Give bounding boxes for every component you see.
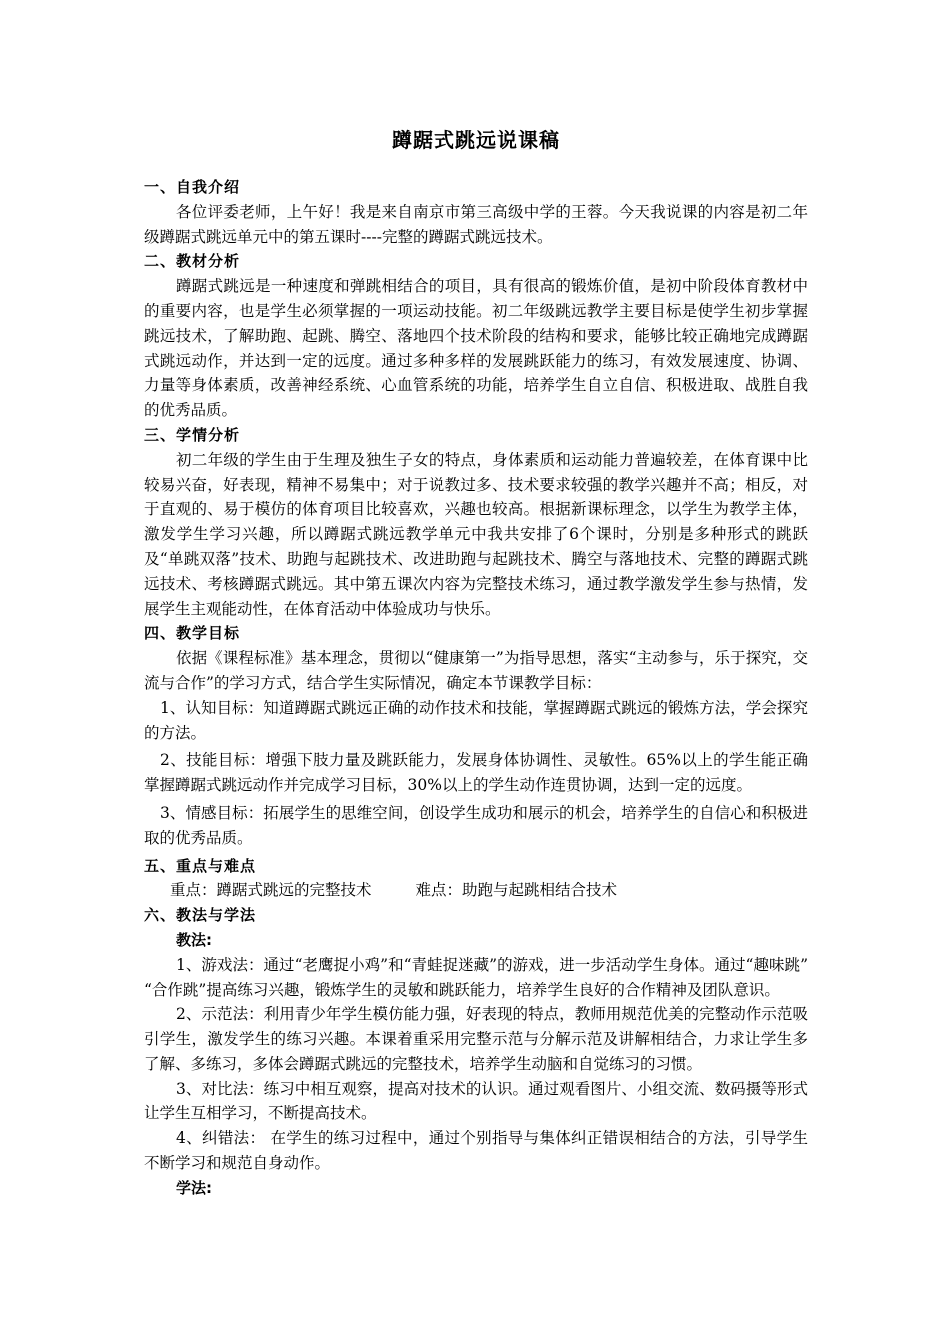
key-point: 重点：蹲踞式跳远的完整技术 xyxy=(170,881,372,900)
document-title: 蹲踞式跳远说课稿 xyxy=(392,128,560,152)
keypoints-line xyxy=(144,878,808,903)
paragraph-goals: 依据《课程标准》基本理念，贯彻以“健康第一”为指导思想，落实“主动参与，乐于探究，交流与合作”的学习方式，结合学生实际情况，确定本节课教学目标： xyxy=(144,649,808,692)
paragraph-intro: 各位评委老师，上午好！我是来自南京市第三高级中学的王蓉。今天我说课的内容是初二年级蹲踞式跳远单元中的第五课时----完整的蹲踞式跳远技术。 xyxy=(144,202,808,246)
document-body xyxy=(144,175,808,1201)
learning-methods-label: 学法: xyxy=(176,1178,212,1197)
difficulty-point: 难点：助跑与起跳相结合技术 xyxy=(415,881,618,900)
method-item: 3、对比法：练习中相互观察，提高对技术的认识。通过观看图片、小组交流、数码摄等形式让学生互相学习，不断提高技术。 xyxy=(144,1079,808,1123)
heading-methods: 六、教法与学法 xyxy=(144,906,257,925)
heading-goals: 四、教学目标 xyxy=(144,624,241,643)
paragraph-students: 初二年级的学生由于生理及独生子女的特点，身体素质和运动能力普遍较差，在体育课中比较易兴奋，好表现，精神不易集中；对于说教过多、技术要求较强的教学兴趣并不高；相反，对于直观的、易于模仿的体育项目比较喜欢，兴趣也较高。根据新课标理念，以学生为教学主体，激发学生学习兴趣，所以蹲踞式跳远教学单元中我共安排了6个课时，分别是多种形式的跳跃及“单跳双落”技术、助跑与起跳技术、改进助跑与起跳技术、腾空与落地技术、完整的蹲踞式跳远技术、考核蹲踞式跳远。其中第五课次内容为完整技术练习，通过教学激发学生参与热情，发展学生主观能动性，在体育活动中体验成功与快乐。 xyxy=(144,450,808,618)
goal-item: 3、情感目标：拓展学生的思维空间，创设学生成功和展示的机会，培养学生的自信心和积极进取的优秀品质。 xyxy=(144,803,808,847)
heading-keypoints: 五、重点与难点 xyxy=(144,856,257,875)
goal-item: 2、技能目标：增强下肢力量及跳跃能力，发展身体协调性、灵敏性。65%以上的学生能正确掌握蹲踞式跳远动作并完成学习目标，30%以上的学生动作连贯协调，达到一定的远度。 xyxy=(144,751,808,795)
heading-material: 二、教材分析 xyxy=(144,252,241,271)
goal-item: 1、认知目标：知道蹲踞式跳远正确的动作技术和技能，掌握蹲踞式跳远的锻炼方法，学会探究的方法。 xyxy=(144,698,808,742)
method-item: 4、纠错法： 在学生的练习过程中，通过个别指导与集体纠正错误相结合的方法，引导学生不断学习和规范自身动作。 xyxy=(144,1129,808,1173)
method-item: 1、游戏法：通过“老鹰捉小鸡”和“青蛙捉迷藏”的游戏，进一步活动学生身体。通过“趣味跳” “合作跳”提高练习兴趣，锻炼学生的灵敏和跳跃能力，培养学生良好的合作精神及团队意识。 xyxy=(144,955,808,999)
paragraph-material: 蹲踞式跳远是一种速度和弹跳相结合的项目，具有很高的锻炼价值，是初中阶段体育教材中的重要内容，也是学生必须掌握的一项运动技能。初二年级跳远教学主要目标是使学生初步掌握跳远技术，了解助跑、起跳、腾空、落地四个技术阶段的结构和要求，能够比较正确地完成蹲踞式跳远动作，并达到一定的远度。通过多种多样的发展跳跃能力的练习，有效发展速度、协调、力量等身体素质，改善神经系统、心血管系统的功能，培养学生自立自信、积极进取、战胜自我的优秀品质。 xyxy=(144,277,808,420)
heading-intro: 一、自我介绍 xyxy=(144,178,241,196)
teaching-methods-label: 教法: xyxy=(176,930,212,949)
heading-students: 三、学情分析 xyxy=(144,425,241,444)
method-item: 2、示范法：利用青少年学生模仿能力强，好表现的特点，教师用规范优美的完整动作示范吸引学生，激发学生的练习兴趣。本课着重采用完整示范与分解示范及讲解相结合，力求让学生多了解、多练习，多体会蹲踞式跳远的完整技术，培养学生动脑和自觉练习的习惯。 xyxy=(144,1005,808,1073)
